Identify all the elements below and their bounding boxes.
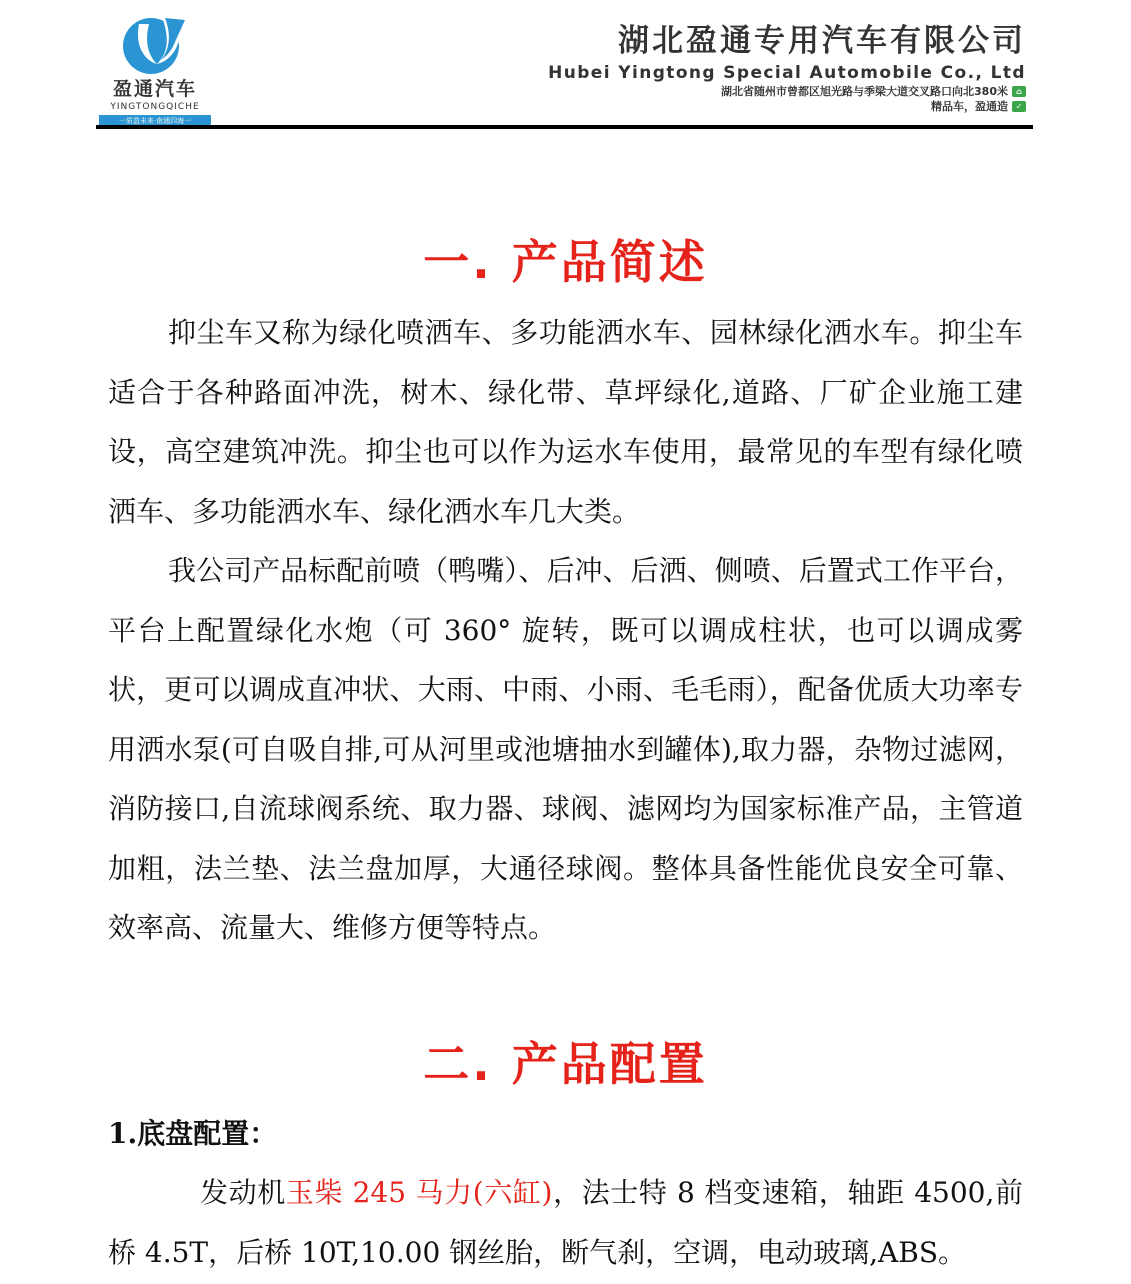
chassis-details: ，法士特 8 档变速箱，轴距 4500,前桥 4.5T，后桥 10T,10.00 钢丝胎，断气刹，空调，电动玻璃,ABS。	[108, 1176, 1023, 1269]
company-name-en: Hubei Yingtong Special Automobile Co., Ltd	[548, 63, 1026, 83]
header-divider	[96, 125, 1033, 129]
section1-paragraph-1: 抑尘车又称为绿化喷洒车、多功能洒水车、园林绿化洒水车。抑尘车适合于各种路面冲洗，树木、绿化带、草坪绿化,道路、厂矿企业施工建设，高空建筑冲洗。抑尘也可以作为运水车使用，最常见的车型有绿化喷洒车、多功能洒水车、绿化洒水车几大类。	[108, 316, 1023, 528]
section1-title: 一. 产品简述	[423, 235, 708, 289]
chassis-engine: 玉柴 245 马力(六缸)	[285, 1176, 553, 1209]
logo-pinyin: YINGTONGQICHE	[110, 102, 200, 112]
yingtong-logo-icon	[117, 10, 193, 76]
company-info	[548, 22, 1026, 114]
address-line	[548, 84, 1026, 99]
slogan-line	[548, 99, 1026, 114]
chassis-config-paragraph	[108, 1163, 1023, 1282]
logo-name: 盈通汽车	[112, 78, 197, 100]
chassis-config-heading: 1.底盘配置：	[108, 1117, 278, 1150]
address-text: 湖北省随州市曾都区旭光路与季梁大道交叉路口向北380米	[721, 85, 1008, 98]
slogan-text: 精品车，盈通造	[931, 100, 1008, 113]
section2-title: 二. 产品配置	[423, 1037, 708, 1091]
company-logo	[96, 10, 214, 125]
location-icon: ⌂	[1012, 86, 1026, 97]
chassis-prefix: 发动机	[200, 1176, 286, 1209]
company-name-cn: 湖北盈通专用汽车有限公司	[618, 23, 1026, 59]
brand-mark-icon: ✓	[1012, 101, 1026, 112]
logo-slogan: 一质盈未来·南通四海一	[99, 115, 211, 127]
section1-paragraph-2: 我公司产品标配前喷（鸭嘴）、后冲、后洒、侧喷、后置式工作平台，平台上配置绿化水炮（可 360° 旋转，既可以调成柱状，也可以调成雾状，更可以调成直冲状、大雨、中雨、小雨、毛毛雨），配备优质大功率专用洒水泵(可自吸自排,可从河里或池塘抽水到罐体),取力器，杂物过滤网，消防接口,自流球阀系统、取力器、球阀、滤网均为国家标准产品，主管道加粗，法兰垫、法兰盘加厚，大通径球阀。整体具备性能优良安全可靠、效率高、流量大、维修方便等特点。	[108, 554, 1023, 944]
